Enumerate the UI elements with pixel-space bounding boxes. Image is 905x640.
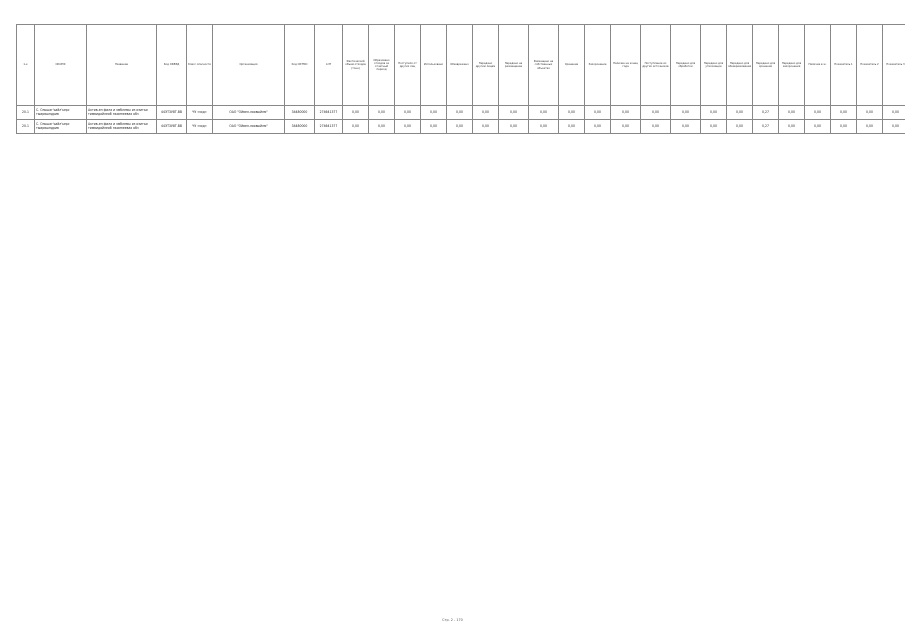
- column-header: АЧТ: [315, 25, 343, 106]
- table-cell: 0,00: [805, 120, 831, 134]
- column-header: Код ОКТМО: [285, 25, 315, 106]
- table-cell: 0,00: [447, 120, 473, 134]
- table-cell: 0,00: [499, 120, 529, 134]
- table-cell: 0,00: [611, 120, 641, 134]
- table-cell: 44ЭТ3У8Т.ВВ: [157, 106, 187, 120]
- table-cell: 274641377: [315, 120, 343, 134]
- table-cell: Актив-ен фила и эмблемы из изитьи тимвидайлеоб пкомнеевах обз: [87, 106, 157, 120]
- table-cell: 34480000: [285, 120, 315, 134]
- column-header: Поступило от других лиц: [395, 25, 421, 106]
- column-header: Поступление из других источников: [641, 25, 671, 106]
- table-cell: Актив-ен фила и эмблемы из изитьи тимвидайлеоб пкомнеевах обз: [87, 120, 157, 134]
- table-cell: 0,00: [779, 106, 805, 120]
- waste-report-table: [16, 24, 905, 134]
- column-header: Передано другим лицам: [473, 25, 499, 106]
- table-cell: 0,00: [857, 120, 883, 134]
- table-cell: 0,00: [395, 106, 421, 120]
- column-header: Показатель 1: [831, 25, 857, 106]
- table-cell: 44ЭТ3У8Т.ВВ: [157, 120, 187, 134]
- column-header: Образовано отходов за отчетный период: [369, 25, 395, 106]
- table-cell: 274641377: [315, 106, 343, 120]
- table-cell: 0,00: [421, 106, 447, 120]
- table-cell: 0,00: [559, 120, 585, 134]
- column-header: Передано для захоронения: [779, 25, 805, 106]
- table-cell: 0,00: [831, 106, 857, 120]
- table-cell: 0,00: [343, 120, 369, 134]
- column-header: ОКОПФ: [35, 25, 87, 106]
- column-header: Класс опасности: [187, 25, 213, 106]
- table-cell: С. Ольшаг'ьайл'ьерс тыирвшндрив: [35, 120, 87, 134]
- column-header: Показатель 2: [857, 25, 883, 106]
- table-cell: 0,00: [473, 106, 499, 120]
- column-header: Обезврежено: [447, 25, 473, 106]
- table-header-row: [17, 25, 905, 106]
- column-header: Показатель 3: [883, 25, 905, 106]
- column-header: 1-к: [17, 25, 35, 106]
- column-header: Наличие в ж.: [805, 25, 831, 106]
- table-cell: 0,00: [529, 106, 559, 120]
- table-cell: 20.1: [17, 106, 35, 120]
- table-cell: 0,00: [369, 120, 395, 134]
- column-header: Передано для обработки: [671, 25, 701, 106]
- table-cell: ОАО "Ойвел-лоовыйлм": [213, 106, 285, 120]
- table-cell: 0,00: [473, 120, 499, 134]
- spreadsheet-sheet: [16, 24, 905, 134]
- table-cell: 0,00: [611, 106, 641, 120]
- column-header: Использовано: [421, 25, 447, 106]
- table-cell: 0,00: [727, 106, 753, 120]
- column-header: Размещено на собственных объектах: [529, 25, 559, 106]
- column-header: Передано на размещение: [499, 25, 529, 106]
- table-cell: 0,00: [671, 106, 701, 120]
- column-header: Код ОКВЭД: [157, 25, 187, 106]
- table-cell: 0,00: [343, 106, 369, 120]
- column-header: Захоронение: [585, 25, 611, 106]
- column-header: Организация: [213, 25, 285, 106]
- table-cell: 0,00: [641, 120, 671, 134]
- table-cell: 0,00: [779, 120, 805, 134]
- table-cell: 0,00: [701, 106, 727, 120]
- column-header: Наличие на конец года: [611, 25, 641, 106]
- column-header: Фактический объем отходов (тонн): [343, 25, 369, 106]
- table-cell: 0,27: [753, 120, 779, 134]
- table-cell: 0,27: [753, 106, 779, 120]
- table-cell: 0,00: [585, 120, 611, 134]
- table-cell: 0,00: [857, 106, 883, 120]
- table-cell: ЧУ «эхд»: [187, 120, 213, 134]
- table-cell: 0,00: [883, 106, 905, 120]
- table-cell: С. Ольшаг'ьайл'ьерс тыирвшндрив: [35, 106, 87, 120]
- table-cell: 0,00: [529, 120, 559, 134]
- table-cell: 0,00: [447, 106, 473, 120]
- table-cell: 0,00: [671, 120, 701, 134]
- table-body: [17, 106, 905, 134]
- table-cell: 0,00: [805, 106, 831, 120]
- column-header: Передано для утилизации: [701, 25, 727, 106]
- table-cell: 34480000: [285, 106, 315, 120]
- page-footer: Стр. 2 - 170: [442, 618, 463, 622]
- table-row: [17, 106, 905, 120]
- table-cell: 0,00: [831, 120, 857, 134]
- column-header: Передано для хранения: [753, 25, 779, 106]
- table-cell: 0,00: [701, 120, 727, 134]
- table-cell: 0,00: [883, 120, 905, 134]
- table-cell: 0,00: [395, 120, 421, 134]
- column-header: Название: [87, 25, 157, 106]
- column-header: Передано для обезвреживания: [727, 25, 753, 106]
- table-cell: 0,00: [559, 106, 585, 120]
- table-cell: 20.1: [17, 120, 35, 134]
- table-cell: 0,00: [499, 106, 529, 120]
- table-cell: ОАО "Ойвел-лоовыйлм": [213, 120, 285, 134]
- table-cell: ЧУ «эхд»: [187, 106, 213, 120]
- column-header: Хранение: [559, 25, 585, 106]
- table-cell: 0,00: [727, 120, 753, 134]
- table-cell: 0,00: [369, 106, 395, 120]
- table-cell: 0,00: [641, 106, 671, 120]
- table-row: [17, 120, 905, 134]
- table-cell: 0,00: [421, 120, 447, 134]
- table-cell: 0,00: [585, 106, 611, 120]
